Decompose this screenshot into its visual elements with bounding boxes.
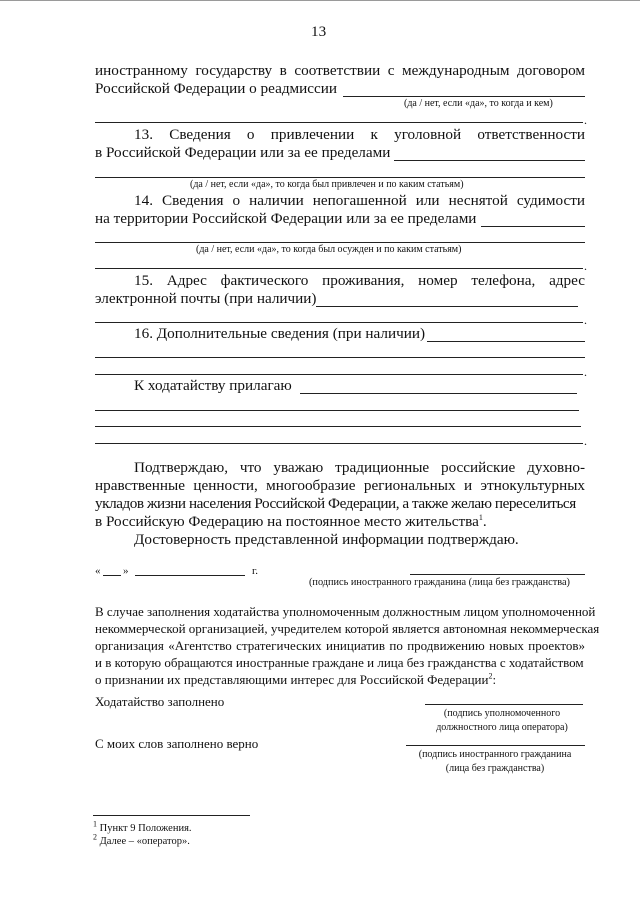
date-day-open-quote: « xyxy=(95,565,101,577)
additional-info-field-line3[interactable] xyxy=(95,374,583,375)
footnote-ref-1[interactable]: 1 xyxy=(478,512,483,522)
section-15-line2: электронной почты (при наличии) xyxy=(95,290,317,307)
footnote-2-mark: 2 xyxy=(93,832,97,842)
readmission-hint: (да / нет, если «да», то когда и кем) xyxy=(404,98,553,109)
footnote-separator xyxy=(93,815,250,816)
date-month-field[interactable] xyxy=(135,575,245,576)
footnote-ref-2[interactable]: 2 xyxy=(488,671,493,681)
section-14-line1: 14. Сведения о наличии непогашенной или неснятой судимости xyxy=(134,192,585,209)
confirmation-line1: Подтверждаю, что уважаю традиционные российские духовно- xyxy=(134,459,585,476)
section-16-label: 16. Дополнительные сведения (при наличии) xyxy=(134,325,426,342)
applicant-verification-hint-line2: (лица без гражданства) xyxy=(445,763,545,774)
criminal-liability-hint: (да / нет, если «да», то когда был привлечен и по каким статьям) xyxy=(190,179,464,190)
applicant-verification-signature-field[interactable] xyxy=(406,745,585,746)
section-13-line2: в Российской Федерации или за ее пределами xyxy=(95,144,391,161)
conviction-hint: (да / нет, если «да», то когда был осужден и по каким статьям) xyxy=(196,244,462,255)
confirmation-line4 xyxy=(95,513,487,531)
conviction-field[interactable] xyxy=(481,226,585,227)
operator-note-line3: организация «Агентство стратегических инициатив по продвижению новых проектов» xyxy=(95,638,585,653)
additional-info-field-line2[interactable] xyxy=(95,357,585,358)
operator-note-line4: и в которую обращаются иностранные граждане и лица без гражданства с ходатайством xyxy=(95,655,584,670)
line-end-dot: . xyxy=(584,259,587,273)
operator-signature-field[interactable] xyxy=(425,704,583,705)
page-top-border xyxy=(0,0,640,1)
filled-by-label: Ходатайство заполнено xyxy=(95,694,225,709)
colon: : xyxy=(492,672,497,687)
attachments-field-line3[interactable] xyxy=(95,426,581,427)
section-15-line1: 15. Адрес фактического проживания, номер телефона, адрес xyxy=(134,272,585,289)
attachments-field-line4[interactable] xyxy=(95,443,583,444)
attachments-label: К ходатайству прилагаю xyxy=(134,377,292,394)
reliability-statement: Достоверность представленной информации подтверждаю. xyxy=(134,531,519,548)
verified-by-label: С моих слов заполнено верно xyxy=(95,736,259,751)
line-end-dot: . xyxy=(584,365,587,379)
operator-note-line5-text: о признании их представляющими интерес для Российской Федерации xyxy=(95,672,489,687)
readmission-field-line2[interactable] xyxy=(95,122,583,123)
conviction-field-line3[interactable] xyxy=(95,268,583,269)
section-12-line2: Российской Федерации о реадмиссии xyxy=(95,80,338,97)
footnote-1-mark: 1 xyxy=(93,819,97,829)
conviction-field-line2[interactable] xyxy=(95,242,585,243)
year-suffix: г. xyxy=(252,565,259,577)
applicant-verification-hint xyxy=(405,748,585,776)
section-14-line2: на территории Российской Федерации или за ее пределами xyxy=(95,210,477,227)
confirmation-line3: укладов жизни населения Российской Федерации, а также желаю переселиться xyxy=(95,495,576,512)
date-day-close-quote: » xyxy=(123,565,129,577)
section-13-line1: 13. Сведения о привлечении к уголовной ответственности xyxy=(134,126,585,143)
footnote-2-text: Далее – «оператор». xyxy=(99,836,190,847)
footnote-1-text: Пункт 9 Положения. xyxy=(99,823,192,834)
footnote-1 xyxy=(93,819,192,835)
additional-info-field[interactable] xyxy=(427,341,585,342)
operator-note-line5 xyxy=(95,671,496,688)
date-day-field[interactable] xyxy=(103,575,121,576)
confirmation-line4-text: в Российскую Федерацию на постоянное место жительства xyxy=(95,513,479,530)
line-end-dot: . xyxy=(584,113,587,127)
applicant-signature-hint: (подпись иностранного гражданина (лица без гражданства) xyxy=(309,577,570,588)
attachments-field-line2[interactable] xyxy=(95,410,579,411)
operator-signature-hint xyxy=(412,707,592,735)
section-12-line1: иностранному государству в соответствии с международным договором xyxy=(95,62,585,79)
address-field-line2[interactable] xyxy=(95,322,583,323)
address-field[interactable] xyxy=(316,306,578,307)
attachments-field[interactable] xyxy=(300,393,577,394)
period: . xyxy=(482,513,487,530)
operator-note-line2: некоммерческой организацией, учредителем которой является автономная некоммерческая xyxy=(95,621,600,636)
confirmation-line2: нравственные ценности, многообразие региональных и этнокультурных xyxy=(95,477,585,494)
criminal-liability-field[interactable] xyxy=(394,160,585,161)
operator-note-line1: В случае заполнения ходатайства уполномоченным должностным лицом уполномоченной xyxy=(95,604,596,619)
line-end-dot: . xyxy=(584,313,587,327)
operator-signature-hint-line2: должностного лица оператора) xyxy=(436,722,568,733)
footnote-2 xyxy=(93,832,190,848)
readmission-field[interactable] xyxy=(343,96,585,97)
applicant-signature-field[interactable] xyxy=(410,574,585,575)
page-number: 13 xyxy=(311,23,327,40)
criminal-liability-field-line2[interactable] xyxy=(95,177,585,178)
operator-signature-hint-line1: (подпись уполномоченного xyxy=(443,708,561,719)
applicant-verification-hint-line1: (подпись иностранного гражданина xyxy=(418,749,572,760)
line-end-dot: . xyxy=(584,434,587,448)
